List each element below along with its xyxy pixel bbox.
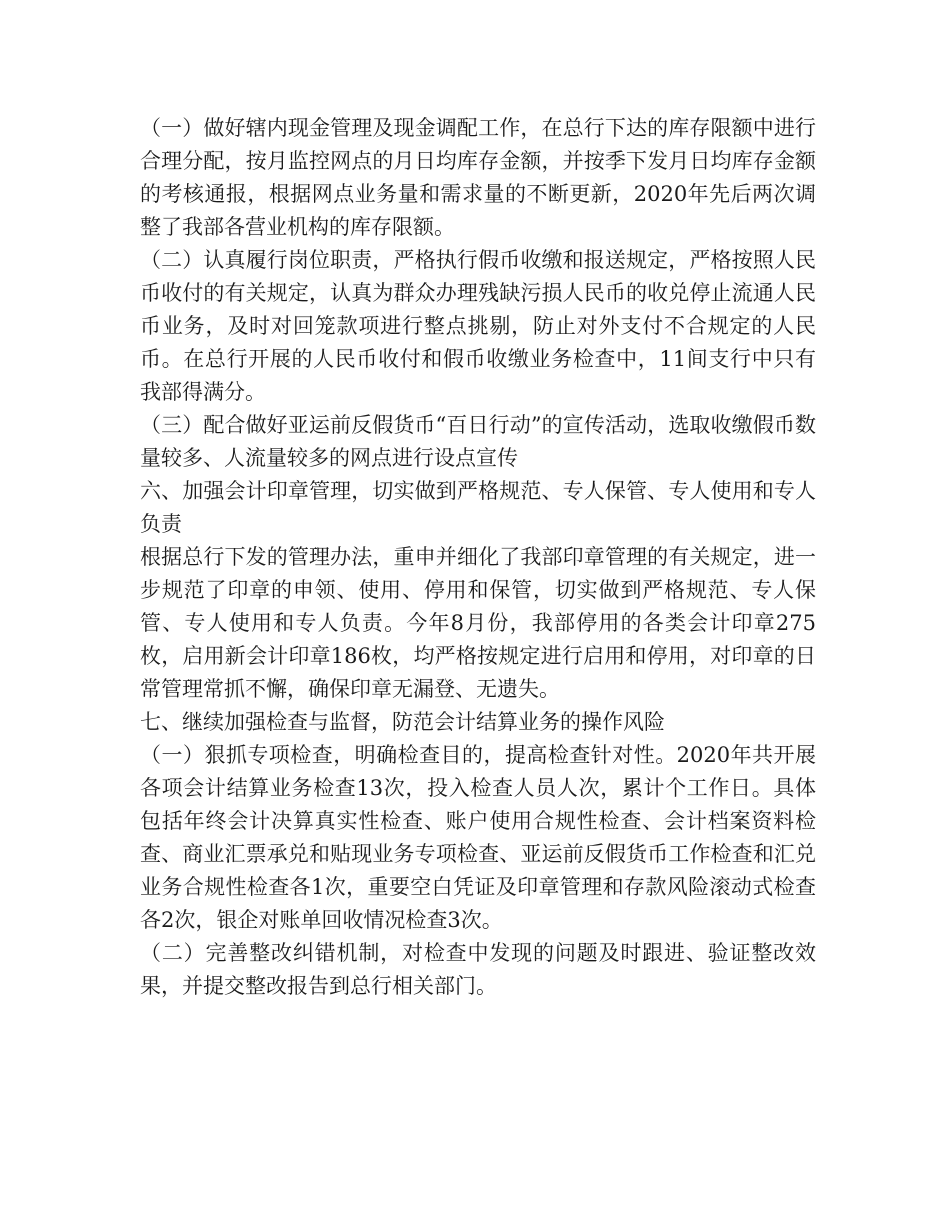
paragraph-rectification: （二）完善整改纠错机制，对检查中发现的问题及时跟进、验证整改效果，并提交整改报告到总行相关部门。	[140, 941, 816, 998]
paragraph-anti-counterfeit-campaign: （三）配合做好亚运前反假货币“百日行动”的宣传活动，选取收缴假币数量较多、人流量较多的网点进行设点宣传	[140, 413, 816, 470]
paragraph-seal-management: 根据总行下发的管理办法，重申并细化了我部印章管理的有关规定，进一步规范了印章的申领、使用、停用和保管，切实做到严格规范、专人保管、专人使用和专人负责。今年8月份，我部停用的各类会计印章275枚，启用新会计印章186枚，均严格按规定进行启用和停用，对印章的日常管理常抓不懈，确保印章无漏登、无遗失。	[140, 545, 816, 701]
heading-seal-management: 六、加强会计印章管理，切实做到严格规范、专人保管、专人使用和专人负责	[140, 479, 816, 536]
paragraph-post-duties: （二）认真履行岗位职责，严格执行假币收缴和报送规定，严格按照人民币收付的有关规定，认真为群众办理残缺污损人民币的收兑停止流通人民币业务，及时对回笼款项进行整点挑剔，防止对外支付不合规定的人民币。在总行开展的人民币收付和假币收缴业务检查中，11间支行中只有我部得满分。	[140, 248, 816, 404]
heading-inspection-supervision: 七、继续加强检查与监督，防范会计结算业务的操作风险	[140, 710, 665, 734]
paragraph-special-inspection: （一）狠抓专项检查，明确检查目的，提高检查针对性。2020年共开展各项会计结算业务检查13次，投入检查人员人次，累计个工作日。具体包括年终会计决算真实性检查、账户使用合规性检查、会计档案资料检查、商业汇票承兑和贴现业务专项检查、亚运前反假货币工作检查和汇兑业务合规性检查各1次，重要空白凭证及印章管理和存款风险滚动式检查各2次，银企对账单回收情况检查3次。	[140, 743, 816, 932]
document-page	[140, 112, 816, 1003]
paragraph-cash-management: （一）做好辖内现金管理及现金调配工作，在总行下达的库存限额中进行合理分配，按月监控网点的月日均库存金额，并按季下发月日均库存金额的考核通报，根据网点业务量和需求量的不断更新，2020年先后两次调整了我部各营业机构的库存限额。	[140, 116, 816, 239]
